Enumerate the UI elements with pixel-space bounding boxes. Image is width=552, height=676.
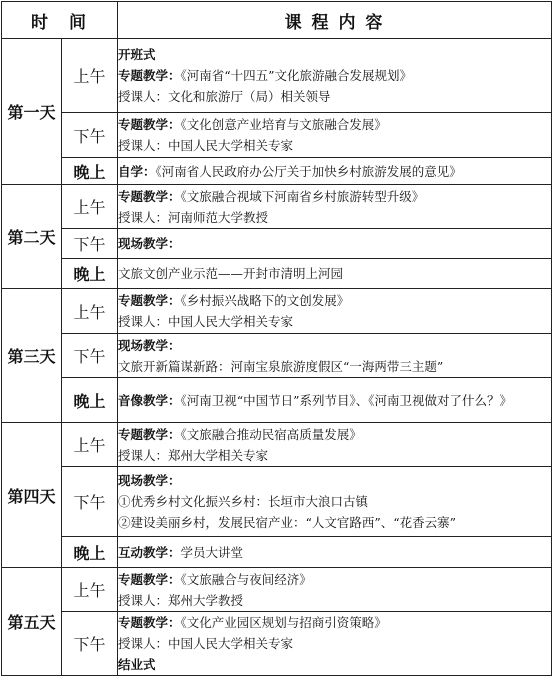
course-content xyxy=(118,229,552,259)
course-content xyxy=(118,259,552,289)
table-row xyxy=(2,259,552,289)
table-row xyxy=(2,378,552,423)
content-line: 授课人：郑州大学相关专家 xyxy=(118,447,269,463)
table-row xyxy=(2,423,552,467)
table-row xyxy=(2,467,552,537)
content-line: 音像教学：《河南卫视“中国节日”系列节目》、《河南卫视做对了什么？》 xyxy=(118,392,513,408)
course-content xyxy=(118,185,552,229)
period-label: 上午 xyxy=(62,289,118,334)
course-content xyxy=(118,612,552,676)
table-row xyxy=(2,568,552,612)
period-label: 晚上 xyxy=(62,378,118,423)
course-content xyxy=(118,467,552,537)
content-line: 专题教学：《文旅融合视域下河南省乡村旅游转型升级》 xyxy=(118,188,425,204)
header-row xyxy=(2,2,552,39)
day-label: 第一天 xyxy=(2,39,62,185)
table-row xyxy=(2,158,552,185)
day-label: 第五天 xyxy=(2,568,62,676)
period-label: 下午 xyxy=(62,467,118,537)
content-line: 授课人：河南师范大学教授 xyxy=(118,209,269,225)
course-content xyxy=(118,289,552,334)
table-row xyxy=(2,229,552,259)
header-content: 课 程 内 容 xyxy=(118,2,552,39)
header-time: 时 间 xyxy=(2,2,118,39)
day-label: 第二天 xyxy=(2,185,62,289)
day-label: 第四天 xyxy=(2,423,62,568)
period-label: 上午 xyxy=(62,185,118,229)
course-content xyxy=(118,39,552,113)
table-row xyxy=(2,113,552,158)
period-label: 下午 xyxy=(62,229,118,259)
course-content xyxy=(118,158,552,185)
period-label: 下午 xyxy=(62,612,118,676)
content-line: 文旅文创产业示范——开封市清明上河园 xyxy=(118,266,344,281)
content-line: 专题教学：《河南省“十四五”文化旅游融合发展规划》 xyxy=(118,68,413,83)
period-label: 晚上 xyxy=(62,158,118,185)
content-line: 专题教学：《乡村振兴战略下的文创发展》 xyxy=(118,293,350,308)
period-label: 晚上 xyxy=(62,537,118,568)
content-line: 专题教学：《文旅融合与夜间经济》 xyxy=(118,571,312,587)
day-label: 第三天 xyxy=(2,289,62,423)
content-line: 专题教学：《文旅融合推动民宿高质量发展》 xyxy=(118,426,362,442)
content-line: 授课人：中国人民大学相关专家 xyxy=(118,138,294,153)
content-line: 开班式 xyxy=(118,47,156,62)
content-line: 授课人：文化和旅游厅（局）相关领导 xyxy=(118,89,331,104)
period-label: 上午 xyxy=(62,568,118,612)
content-line: 授课人：中国人民大学相关专家 xyxy=(118,314,294,329)
period-label: 晚上 xyxy=(62,259,118,289)
content-line: 文旅开新篇谋新路：河南宝泉旅游度假区“一海两带三主题” xyxy=(118,358,444,374)
content-line: 授课人：中国人民大学相关专家 xyxy=(118,636,294,651)
content-line: 专题教学：《文化产业园区规划与招商引资策略》 xyxy=(118,615,387,630)
content-line: 现场教学： xyxy=(118,337,181,353)
content-line: 专题教学：《文化创意产业培育与文旅融合发展》 xyxy=(118,117,387,132)
table-row xyxy=(2,537,552,568)
content-line: 自学：《河南省人民政府办公厅关于加快乡村旅游发展的意见》 xyxy=(118,163,462,179)
content-line: 现场教学： xyxy=(118,473,181,488)
content-line: ②建设美丽乡村，发展民宿产业：“人文官路西”、“花香云寨” xyxy=(118,515,457,530)
table-row xyxy=(2,185,552,229)
course-schedule-table xyxy=(1,1,552,676)
content-line: 授课人：郑州大学教授 xyxy=(118,592,244,608)
table-row xyxy=(2,334,552,378)
course-content xyxy=(118,113,552,158)
period-label: 上午 xyxy=(62,423,118,467)
table-row xyxy=(2,612,552,676)
course-content xyxy=(118,334,552,378)
content-line: 结业式 xyxy=(118,657,156,672)
period-label: 下午 xyxy=(62,334,118,378)
course-content xyxy=(118,568,552,612)
course-content xyxy=(118,537,552,568)
course-content xyxy=(118,378,552,423)
content-line: ①优秀乡村文化振兴乡村：长垣市大浪口古镇 xyxy=(118,494,369,509)
table-row xyxy=(2,39,552,113)
content-line: 互动教学：学员大讲堂 xyxy=(118,544,244,560)
table-row xyxy=(2,289,552,334)
content-line: 现场教学： xyxy=(118,236,181,251)
period-label: 下午 xyxy=(62,113,118,158)
course-content xyxy=(118,423,552,467)
period-label: 上午 xyxy=(62,39,118,113)
